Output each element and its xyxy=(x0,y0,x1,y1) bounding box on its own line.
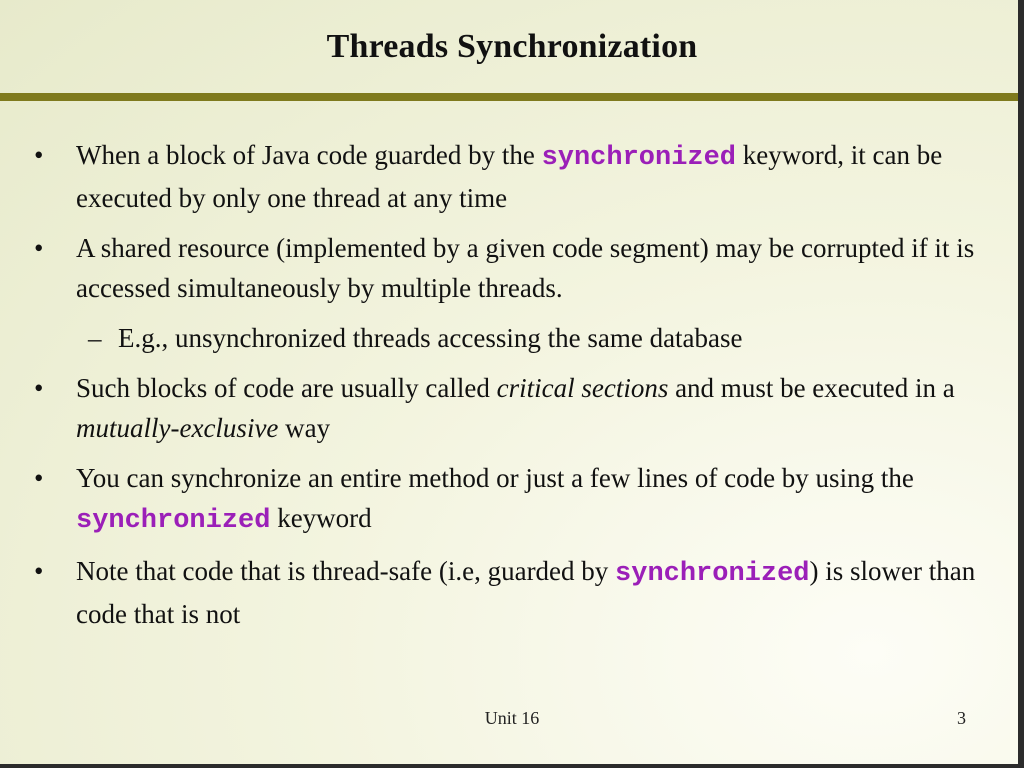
sub-bullet-marker: – xyxy=(88,323,102,353)
italic-mutually-exclusive: mutually-exclusive xyxy=(76,413,279,443)
bullet-text: A shared resource (implemented by a given code segment) may be corrupted if it is accessed simultaneously by multiple threads. xyxy=(76,233,975,303)
sub-bullet-text: E.g., unsynchronized threads accessing the same database xyxy=(118,323,743,353)
bullet-item-5 xyxy=(34,551,976,634)
bullet-text: keyword, it can be executed by only one thread at any time xyxy=(76,140,943,213)
footer-unit-label: Unit 16 xyxy=(484,708,540,728)
slide-title: Threads Synchronization xyxy=(326,28,698,65)
bullet-item-1 xyxy=(34,135,976,218)
bullet-marker: • xyxy=(34,233,44,263)
bullet-text: When a block of Java code guarded by the xyxy=(76,140,542,170)
keyword-synchronized: synchronized xyxy=(541,143,737,173)
bullet-text: You can synchronize an entire method or just a few lines of code by using the xyxy=(76,463,914,493)
sub-bullet-item-1 xyxy=(88,318,978,358)
bullet-marker: • xyxy=(34,140,44,170)
italic-critical-sections: critical sections xyxy=(496,373,669,403)
slide-border-right xyxy=(1018,0,1024,768)
title-divider xyxy=(0,93,1024,101)
bullet-text: Note that code that is thread-safe (i.e, guarded by xyxy=(76,556,616,586)
bullet-marker: • xyxy=(34,463,44,493)
bullet-text: way xyxy=(278,413,331,443)
keyword-synchronized: synchronized xyxy=(615,559,810,589)
bullet-list xyxy=(0,135,1024,644)
bullet-item-3 xyxy=(34,368,976,448)
bullet-item-2 xyxy=(34,228,976,308)
bullet-text: and must be executed in a xyxy=(668,373,955,403)
bullet-item-4 xyxy=(34,458,976,541)
bullet-text: Such blocks of code are usually called xyxy=(76,373,497,403)
page-number: 3 xyxy=(957,708,966,728)
slide-border-bottom xyxy=(0,764,1024,768)
bullet-marker: • xyxy=(34,373,44,403)
bullet-marker: • xyxy=(34,556,44,586)
bullet-text: ) is slower than code that is not xyxy=(76,556,976,629)
keyword-synchronized: synchronized xyxy=(76,506,271,536)
bullet-text: keyword xyxy=(270,503,372,533)
